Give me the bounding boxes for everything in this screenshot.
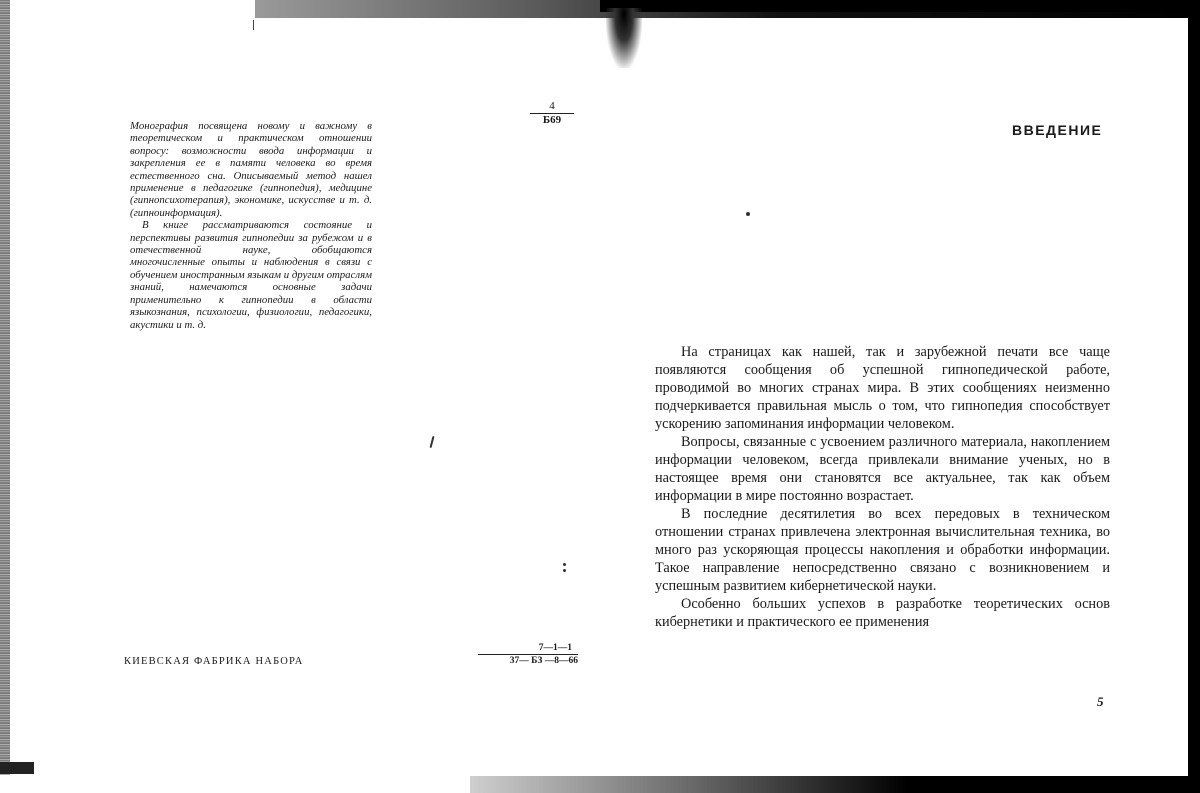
annotation-block bbox=[130, 120, 372, 331]
scan-bottom-border bbox=[470, 776, 1200, 793]
scan-corner-mark bbox=[0, 762, 34, 774]
scan-speck bbox=[563, 563, 566, 566]
scan-speck bbox=[429, 436, 434, 448]
scan-speck bbox=[746, 212, 750, 216]
gutter-shadow bbox=[606, 8, 642, 68]
catalog-index bbox=[478, 642, 578, 667]
annotation-paragraph: В книге рассматриваются состояние и перспективы развития гипнопедии за рубежом и в отечественной науке, обобщаются многочисленные опыты и наблюдения в связи с обучением иностранным языкам и другим отраслям знаний, намечаются основные задачи применительно к гипнопедии в области языкознания, психологии, физиологии, педагогики, акустики и т. д. bbox=[130, 219, 372, 331]
scan-mark bbox=[253, 20, 254, 30]
body-paragraph: Вопросы, связанные с усвоением различного материала, накоплением информации человеком, всегда привлекали внимание ученых, но в настоящее время они становятся все актуальнее, так как объем информации в мире постоянно возрастает. bbox=[655, 434, 1110, 504]
catalog-top: 7—1—1 bbox=[538, 643, 572, 653]
page-title: ВВЕДЕНИЕ bbox=[1012, 122, 1103, 138]
catalog-bottom: 37— БЗ —8—66 bbox=[478, 654, 578, 667]
printer-name: КИЕВСКАЯ ФАБРИКА НАБОРА bbox=[124, 656, 304, 667]
body-paragraph: Особенно больших успехов в разработке теоретических основ кибернетики и практического ее применения bbox=[655, 596, 1110, 630]
scan-right-border bbox=[1188, 0, 1200, 793]
body-text bbox=[655, 343, 1110, 631]
body-paragraph: На страницах как нашей, так и зарубежной печати все чаще появляются сообщения об успешной гипнопедической работе, проводимой во многих странах мира. В этих сообщениях неизменно подчеркивается правильная мысль о том, что гипнопедия способствует ускорению запоминания информации человеком. bbox=[655, 344, 1110, 432]
annotation-paragraph: Монография посвящена новому и важному в теоретическом и практическом отношении вопросу: возможности ввода информации и закрепления ее в памяти человека во время естественного сна. Описываемый метод нашел применение в педагогике (гипнопедия), медицине (гипнопсихотерапия), экономике, искусстве и т. д. (гипноинформация). bbox=[130, 120, 372, 219]
udk-number: 4 bbox=[549, 100, 555, 112]
scan-speck bbox=[563, 569, 566, 572]
scan-top-dark-border bbox=[600, 0, 1200, 12]
page-number: 5 bbox=[1097, 694, 1104, 709]
scan-left-edge bbox=[0, 0, 10, 775]
udk-code: Б69 bbox=[530, 113, 574, 127]
udk-index bbox=[530, 100, 574, 127]
body-paragraph: В последние десятилетия во всех передовых в техническом отношении странах привлечена электронная вычислительная техника, во много раз ускоряющая процессы накопления и обработки информации. Такое направление непосредственно связано с возникновением и успешным развитием кибернетической науки. bbox=[655, 506, 1110, 594]
